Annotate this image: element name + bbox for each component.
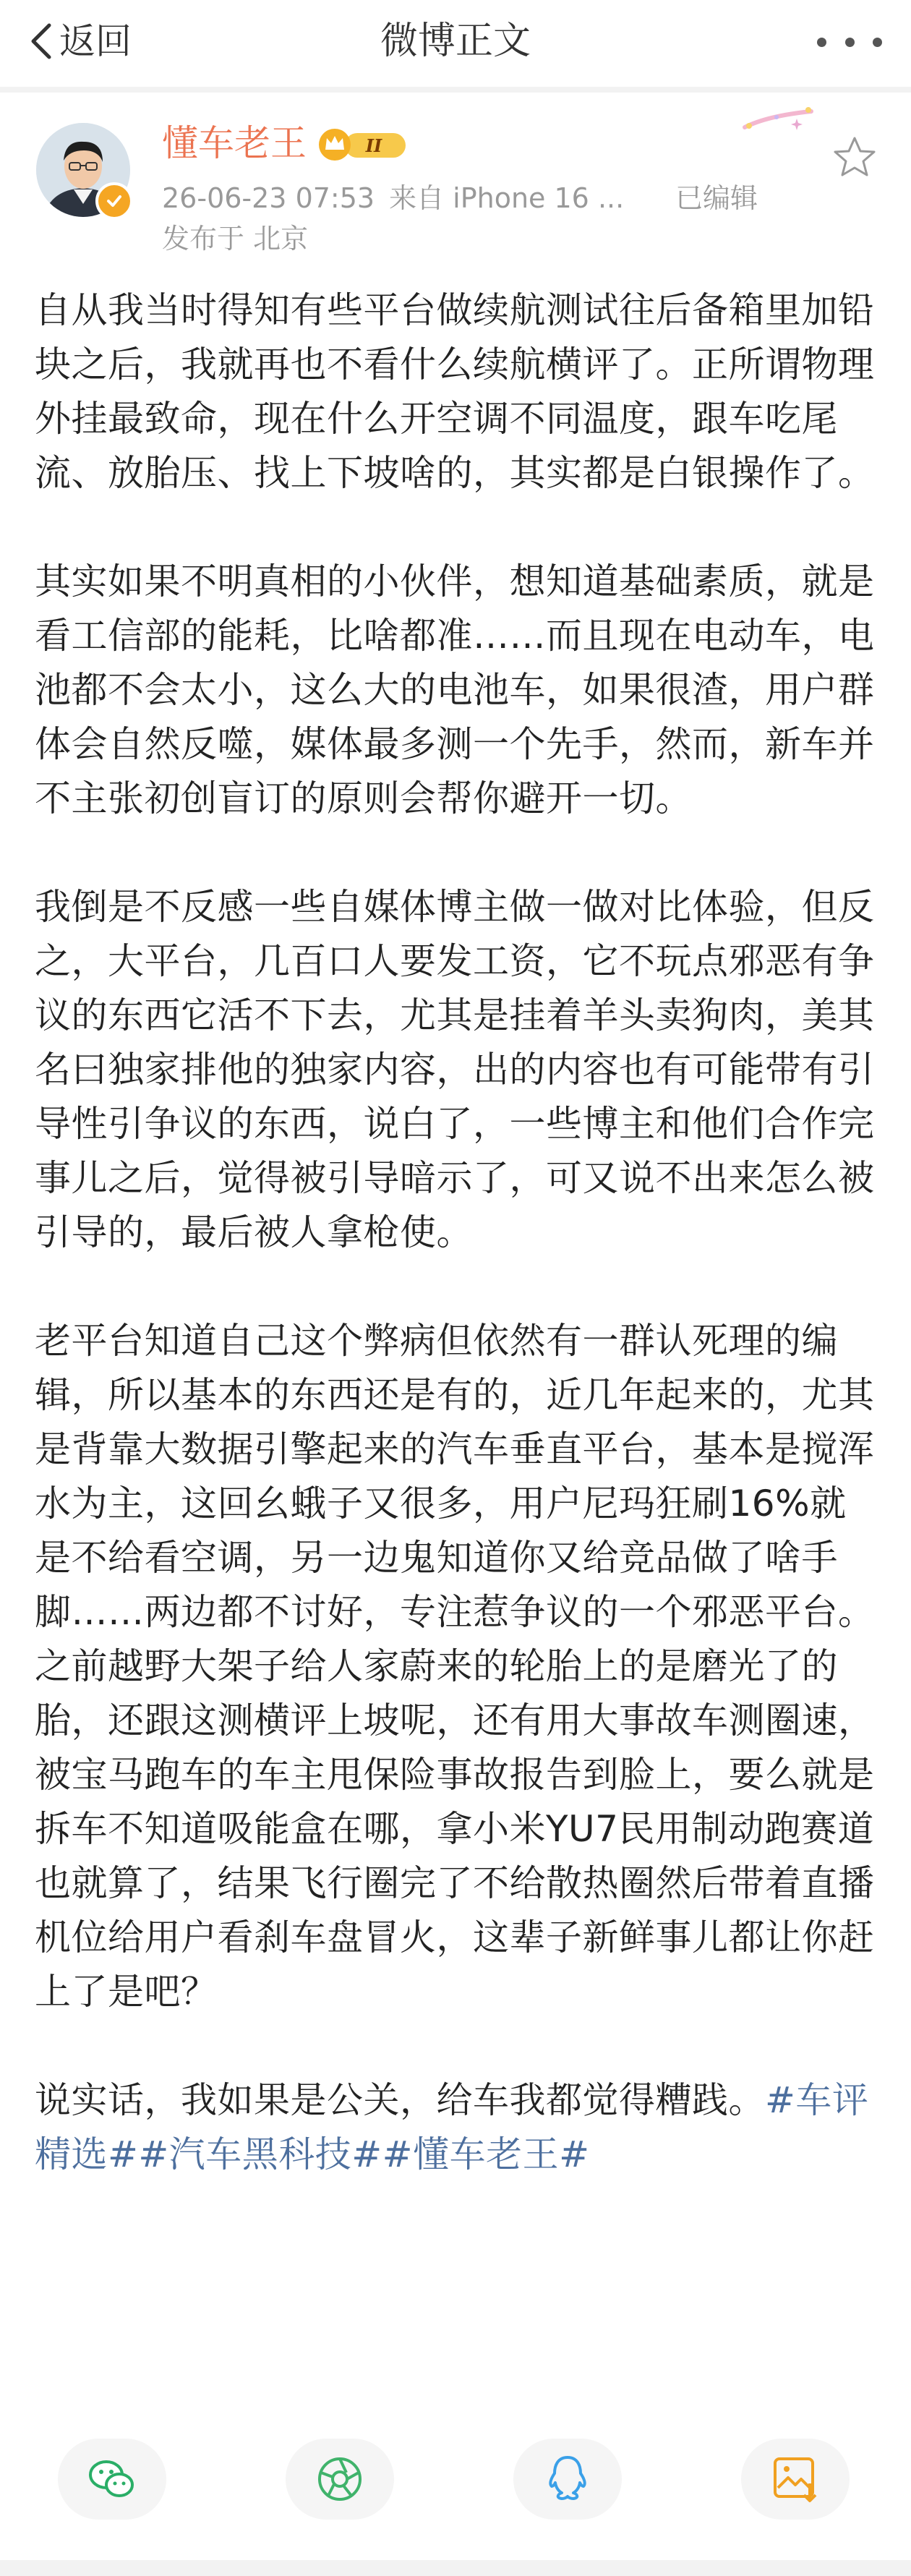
- post-paragraph-text: 说实话，我如果是公关，给车我都觉得糟践。: [35, 2079, 765, 2121]
- header-divider: [0, 87, 911, 93]
- qq-icon: [539, 2450, 596, 2508]
- post-paragraph: 我倒是不反感一些自媒体博主做一做对比体验，但反之，大平台，几百口人要发工资，它不玩点邪恶有争议的东西它活不下去，尤其是挂着羊头卖狗肉，美其名曰独家排他的独家内容，出的内容也有可能带有引导性引争议的东西，说白了，一些博主和他们合作完事儿之后，觉得被引导暗示了，可又说不出来怎么被引导的，最后被人拿枪使。: [35, 886, 875, 1253]
- share-bar: [0, 2430, 911, 2531]
- post-paragraph: 老平台知道自己这个弊病但依然有一群认死理的编辑，所以基本的东西还是有的，近几年起来的，尤其是背靠大数据引擎起来的汽车垂直平台，基本是搅浑水为主，这回幺蛾子又很多，用户尼玛狂刷16%就是不给看空调，另一边鬼知道你又给竞品做了啥手脚……两边都不讨好，专注惹争议的一个邪恶平台。之前越野大架子给人家蔚来的轮胎上的是磨光了的胎，还跟这测横评上坡呢，还有用大事故车测圈速，被宝马跑车的车主甩保险事故报告到脸上，要么就是拆车不知道吸能盒在哪，拿小米YU7民用制动跑赛道也就算了，结果飞行圈完了不给散热圈然后带着直播机位给用户看刹车盘冒火，这辈子新鲜事儿都让你赶上了是吧？: [35, 1320, 875, 2013]
- more-options-button[interactable]: [817, 27, 882, 56]
- share-qq-button[interactable]: [513, 2439, 622, 2520]
- edited-label[interactable]: 已编辑: [675, 182, 758, 214]
- page-title: 微博正文: [380, 20, 531, 63]
- verified-check-icon: [105, 192, 124, 210]
- chevron-left-icon: [29, 22, 54, 60]
- post-content: [35, 283, 881, 2236]
- bottom-bar: [0, 2560, 911, 2576]
- post-meta: [162, 179, 624, 217]
- top-nav-bar: [0, 0, 911, 83]
- post-paragraph: 其实如果不明真相的小伙伴，想知道基础素质，就是看工信部的能耗，比啥都准……而且现在电动车，电池都不会太小，这么大的电池车，如果很渣，用户群体会自然反噬，媒体最多测一个先手，然而，新车并不主张初创盲订的原则会帮你避开一切。: [35, 560, 875, 819]
- author-name[interactable]: 懂车老王: [162, 122, 307, 164]
- post-location: 发布于 北京: [162, 223, 309, 255]
- vip-crown-badge: [316, 127, 410, 162]
- post-source: 来自 iPhone 16 ...: [389, 182, 625, 214]
- favorite-button[interactable]: [831, 135, 878, 181]
- more-dot-icon: [817, 38, 826, 47]
- save-image-button[interactable]: [741, 2439, 850, 2520]
- verified-badge: [95, 182, 133, 220]
- share-moments-button[interactable]: [286, 2439, 394, 2520]
- back-label: 返回: [59, 20, 132, 62]
- post-paragraph-last: [35, 2073, 881, 2182]
- more-dot-icon: [845, 38, 855, 47]
- moments-icon: [311, 2450, 369, 2508]
- vip-level-text: II: [365, 135, 382, 156]
- wechat-icon: [83, 2450, 141, 2508]
- save-image-icon: [766, 2450, 824, 2508]
- star-icon: [831, 135, 878, 181]
- more-dot-icon: [873, 38, 882, 47]
- back-button[interactable]: [29, 16, 132, 67]
- post-timestamp: 26-06-23 07:53: [162, 182, 375, 214]
- post-paragraph: 自从我当时得知有些平台做续航测试往后备箱里加铅块之后，我就再也不看什么续航横评了。正所谓物理外挂最致命，现在什么开空调不同温度，跟车吃尾流、放胎压、找上下坡啥的，其实都是白银操作了。: [35, 289, 875, 494]
- hashtag-links[interactable]: #车评精选##汽车黑科技##懂车老王#: [35, 2079, 869, 2175]
- decoration-sparkle-icon: [739, 101, 818, 137]
- share-wechat-button[interactable]: [58, 2439, 166, 2520]
